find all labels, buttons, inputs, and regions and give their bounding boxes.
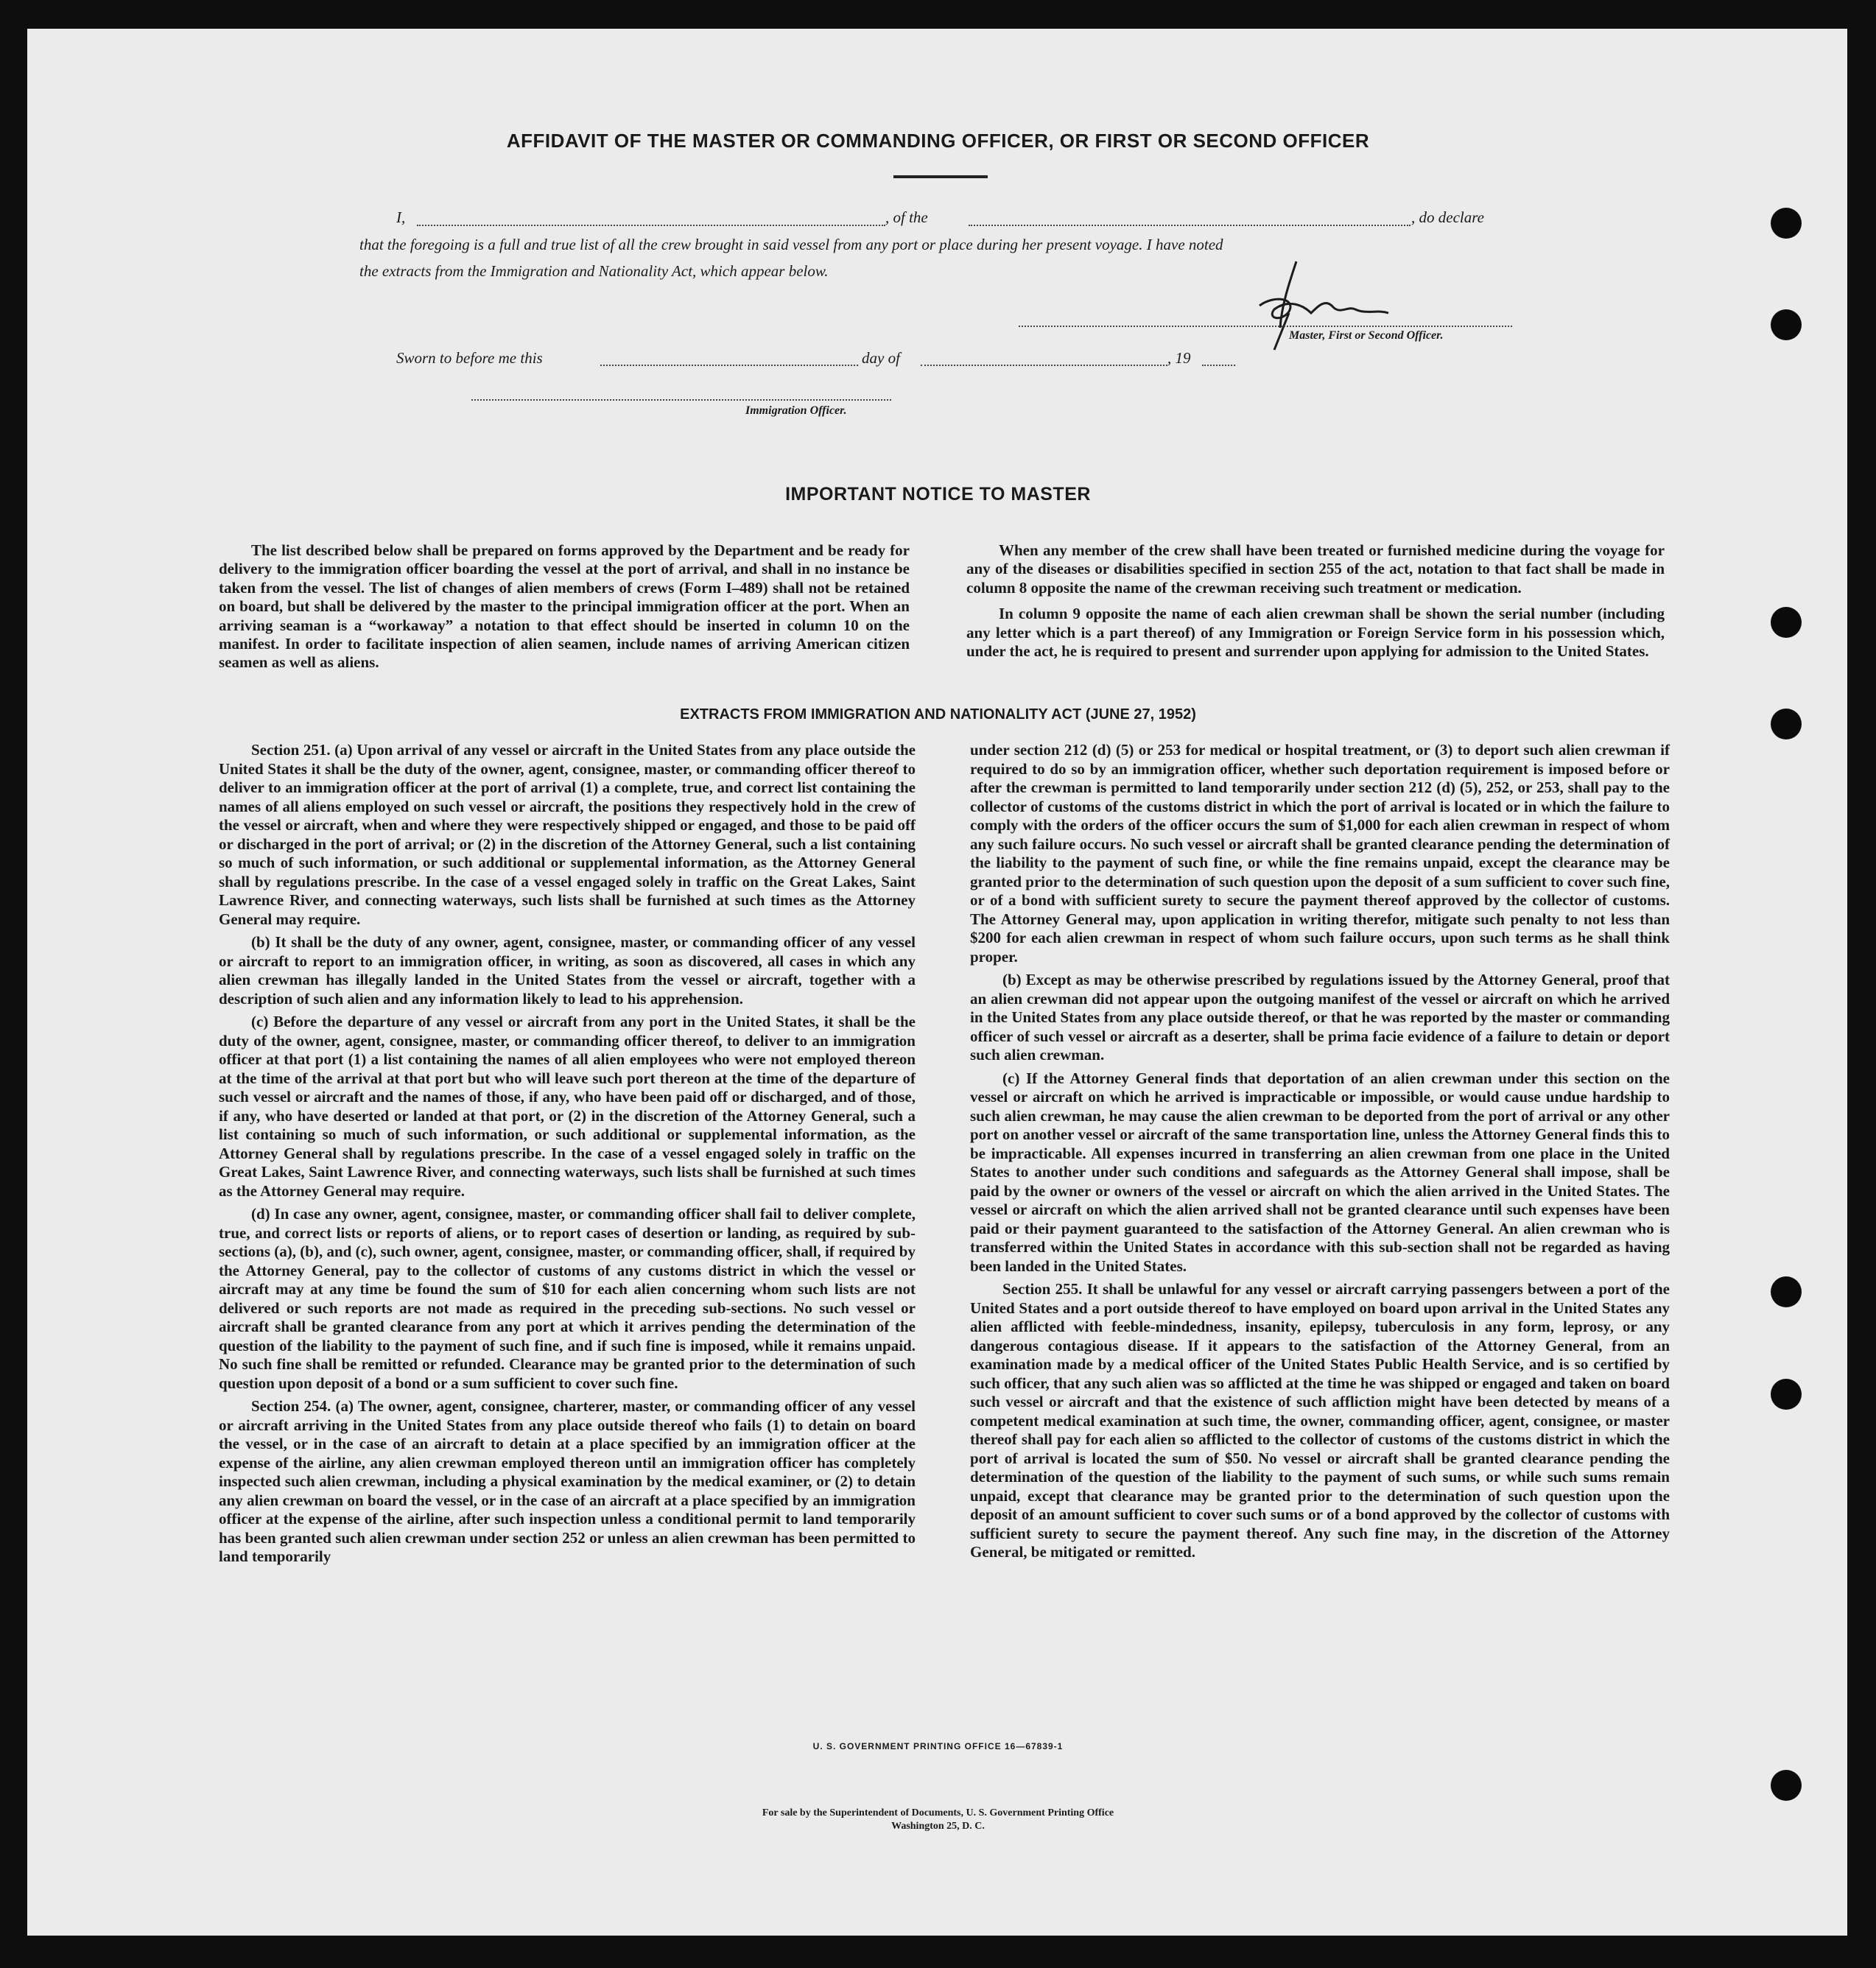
declaration-line-1: that the foregoing is a full and true list of all the crew brought in said vessel from any port or place during her present voyage. I have noted: [359, 236, 1223, 253]
notice-right-paragraphs: [966, 541, 1665, 661]
sworn-year-field[interactable]: [1202, 365, 1235, 366]
extracts-right-column: [970, 741, 1670, 1567]
notice-left-text: The list described below shall be prepared on forms approved by the Department and be ready for delivery to the immigration officer boarding the vessel at the port of arrival, and shall in no instance be taken from the vessel. The list of changes of alien members of crews (Form I–489) shall not be retained on board, but shall be delivered by the master to the principal immigration officer at the port. When an arriving seaman is a “workaway” a notation to that effect should be inserted in column 10 on the manifest. In order to facilitate inspection of alien seamen, include names of arriving American citizen seamen as well as aliens.: [219, 541, 910, 672]
punch-hole: [1771, 1770, 1802, 1801]
section-255: Section 255. It shall be unlawful for any vessel or aircraft carrying passengers between a port of the United States and a port outside thereof to have employed on board upon arrival in the United States any alien afflicted with feeble-mindedness, insanity, epilepsy, tuberculosis in any form, leprosy, or any dangerous contagious disease. If it appears to the satisfaction of the Attorney General, from an examination made by a medical officer of the United States Public Health Service, and is so certified by such officer, that any such alien was so afflicted at the time he was shipped or engaged and taken on board such vessel or aircraft and that the existence of such affliction might have been detected by means of a competent medical examination at such time, the owner, commanding officer, agent, consignee, or master thereof shall pay for each alien so afflicted to the collector of customs of the customs district in which the port of arrival is located the sum of $50. No vessel or aircraft shall be granted clearance pending the determination of the question of the liability to the payment of such sums, or while such sums remain unpaid, except that clearance may be granted prior to the determination of such question upon the deposit of an amount sufficient to cover such sums or of a bond approved by the collector of customs with sufficient surety to secure the payment thereof. Any such fine may, in the discretion of the Attorney General, be mitigated or remitted.: [970, 1280, 1670, 1561]
day-of-label: day of: [862, 349, 900, 367]
vessel-field[interactable]: [969, 225, 1410, 226]
notice-title: IMPORTANT NOTICE TO MASTER: [785, 484, 1091, 505]
notice-left-paragraph: [219, 541, 910, 672]
section-254-a: Section 254. (a) The owner, agent, consignee, charterer, master, or commanding officer of any vessel or aircraft arriving in the United States from any place outside thereof who fails (1) to detain on board the vessel, or in the case of an aircraft to detain at a place specified by an immigration officer at the expense of the airline, any alien crewman employed thereon until an immigration officer has completely inspected such alien crewman, including a physical examination by the medical examiner, or (2) to detain any alien crewman on board the vessel, or in the case of an aircraft at a place specified by an immigration officer at the expense of the airline, after such inspection unless a conditional permit to land temporarily has been granted such alien crewman under section 252 or unless an alien crewman has been permitted to land temporarily: [219, 1397, 916, 1565]
name-field[interactable]: [417, 225, 885, 226]
sale-line-1: For sale by the Superintendent of Documents, U. S. Government Printing Office: [762, 1807, 1114, 1818]
section-251-b: (b) It shall be the duty of any owner, agent, consignee, master, or commanding officer of any vessel or aircraft to report to an immigration officer, in writing, as soon as discovered, all cases in which any alien crewman has illegally landed in the United States from the vessel or aircraft, together with a description of such alien and any information likely to lead to his apprehension.: [219, 933, 916, 1008]
punch-hole: [1771, 208, 1802, 239]
sale-line-2: Washington 25, D. C.: [891, 1821, 985, 1832]
of-the-label: , of the: [885, 208, 928, 226]
scan-edge: [1847, 0, 1876, 1968]
punch-hole: [1771, 309, 1802, 340]
punch-hole: [1771, 1379, 1802, 1410]
officer-caption: Immigration Officer.: [745, 404, 847, 417]
sworn-label: Sworn to before me this: [396, 349, 543, 367]
signature-caption: Master, First or Second Officer.: [1289, 329, 1444, 342]
section-251-d: (d) In case any owner, agent, consignee, master, or commanding officer shall fail to deliver complete, true, and correct lists or reports of aliens, or to report cases of desertion or landing, as required by sub-sections (a), (b), and (c), such owner, agent, consignee, master, or commanding officer, shall, if required by the Attorney General, pay to the collector of customs of any customs district in which the vessel or aircraft may at any time be found the sum of $10 for each alien concerning whom such lists are not delivered or such reports are not made as required in the preceding sub-sections. No such vessel or aircraft shall be granted clearance from any port at which it arrives pending the determination of the question of the liability to the payment of such fine, and if such fine is imposed, while it remains unpaid. No such fine shall be remitted or refunded. Clearance may be granted prior to the determination of such question upon deposit of a bond or a sum sufficient to cover such fine.: [219, 1205, 916, 1392]
declaration-line-2: the extracts from the Immigration and Nationality Act, which appear below.: [359, 262, 829, 280]
printer-code: U. S. GOVERNMENT PRINTING OFFICE 16—67839-1: [812, 1741, 1064, 1751]
i-label: I,: [396, 208, 406, 226]
title-rule: [893, 175, 988, 178]
section-254-a-cont: under section 212 (d) (5) or 253 for medical or hospital treatment, or (3) to deport such alien crewman if required to do so by an immigration officer, whether such deportation requirement is imposed before or after the crewman is permitted to land temporarily under section 212 (d) (5), 252, or 253, shall pay to the collector of customs of the customs district in which the port of arrival is located or in which the failure to comply with the orders of the officer occurs the sum of $1,000 for each alien crewman in respect of whom any such failure occurs. No such vessel or aircraft shall be granted clearance pending the determination of the liability to the payment of such fine, or while the fine remains unpaid, except the clearance may be granted prior to the determination of such question upon the deposit of a sum sufficient to cover such fine, or of a bond with sufficient surety to secure the payment thereof approved by the collector of customs. The Attorney General may, upon application in writing therefor, mitigate such penalty to not less than $200 for each alien crewman in respect of whom such failure occurs, upon such terms as he shall think proper.: [970, 741, 1670, 966]
do-declare-label: , do declare: [1411, 208, 1484, 226]
section-254-b: (b) Except as may be otherwise prescribed by regulations issued by the Attorney General, proof that an alien crewman did not appear upon the outgoing manifest of the vessel or aircraft on which he arrived in the United States from any place outside thereof, or that he was reported by the master or commanding officer of such vessel or aircraft as a deserter, shall be prima facie evidence of a failure to detain or deport such alien crewman.: [970, 971, 1670, 1064]
officer-signature-field[interactable]: [471, 399, 891, 401]
extracts-title: EXTRACTS FROM IMMIGRATION AND NATIONALITY ACT (JUNE 27, 1952): [680, 706, 1196, 723]
notice-right-text-2: In column 9 opposite the name of each alien crewman shall be shown the serial number (including any letter which is a part thereof) of any Immigration or Foreign Service form in his possession which, under the act, he is required to present and surrender upon applying for admission to the United States.: [966, 605, 1665, 661]
year-label: , 19: [1167, 349, 1191, 367]
sworn-day-field[interactable]: [600, 365, 858, 366]
affidavit-title: AFFIDAVIT OF THE MASTER OR COMMANDING OFFICER, OR FIRST OR SECOND OFFICER: [506, 130, 1370, 152]
punch-hole: [1771, 607, 1802, 638]
signature-field[interactable]: [1019, 326, 1512, 327]
extracts-left-column: [219, 741, 916, 1571]
sworn-month-field[interactable]: [921, 365, 1167, 366]
section-254-c: (c) If the Attorney General finds that deportation of an alien crewman under this section on the vessel or aircraft on which he arrived is impracticable or impossible, or would cause undue hardship to such alien crewman, he may cause the alien crewman to be deported from the port of arrival or any other port on another vessel or aircraft of the same transportation line, unless the Attorney General finds this to be impracticable. All expenses incurred in transferring an alien crewman from one place in the United States to another under such conditions and safeguards as the Attorney General shall impose, shall be paid by the owner or owners of the vessel or aircraft on which the alien arrived in the United States. The vessel or aircraft on which the alien arrived shall not be granted clearance until such expenses have been paid or their payment guaranteed to the satisfaction of the Attorney General. An alien crewman who is transferred within the United States in accordance with this sub-section shall not be regarded as having been landed in the United States.: [970, 1069, 1670, 1275]
notice-right-text-1: When any member of the crew shall have been treated or furnished medicine during the voyage for any of the diseases or disabilities specified in section 255 of the act, notation to that fact shall be made in column 8 opposite the name of the crewman receiving such treatment or medication.: [966, 541, 1665, 597]
punch-hole: [1771, 1276, 1802, 1307]
section-251-c: (c) Before the departure of any vessel or aircraft from any port in the United States, it shall be the duty of the owner, agent, consignee, master, or commanding officer thereof, to deliver to an immigration officer at that port (1) a list containing the names of all alien employees who were not employed thereon at the time of the arrival at that port but who will leave such port thereon at the time of the departure of such vessel or aircraft and the names of those, if any, who have been paid off or discharged, and of those, if any, who have deserted or landed at that port, or (2) in the discretion of the Attorney General, such a list containing so much of such information, or such additional or supplemental information, as the Attorney General shall by regulations prescribe. In the case of a vessel engaged solely in traffic on the Great Lakes, Saint Lawrence River, and connecting waterways, such lists shall be furnished at such times as the Attorney General may require.: [219, 1013, 916, 1200]
section-251-a: Section 251. (a) Upon arrival of any vessel or aircraft in the United States from any place outside the United States it shall be the duty of the owner, agent, consignee, master, or commanding officer thereof to deliver to an immigration officer at the port of arrival (1) a complete, true, and correct list containing the names of all aliens employed on such vessel or aircraft, the positions they respectively hold in the crew of the vessel or aircraft, when and where they were respectively shipped or engaged, and those to be paid off or discharged in the port of arrival; or (2) in the discretion of the Attorney General, such a list containing so much of such information, or such additional or supplemental information, as the Attorney General shall by regulations prescribe. In the case of a vessel engaged solely in traffic on the Great Lakes, Saint Lawrence River, and connecting waterways, such lists shall be furnished at such times as the Attorney General may require.: [219, 741, 916, 928]
